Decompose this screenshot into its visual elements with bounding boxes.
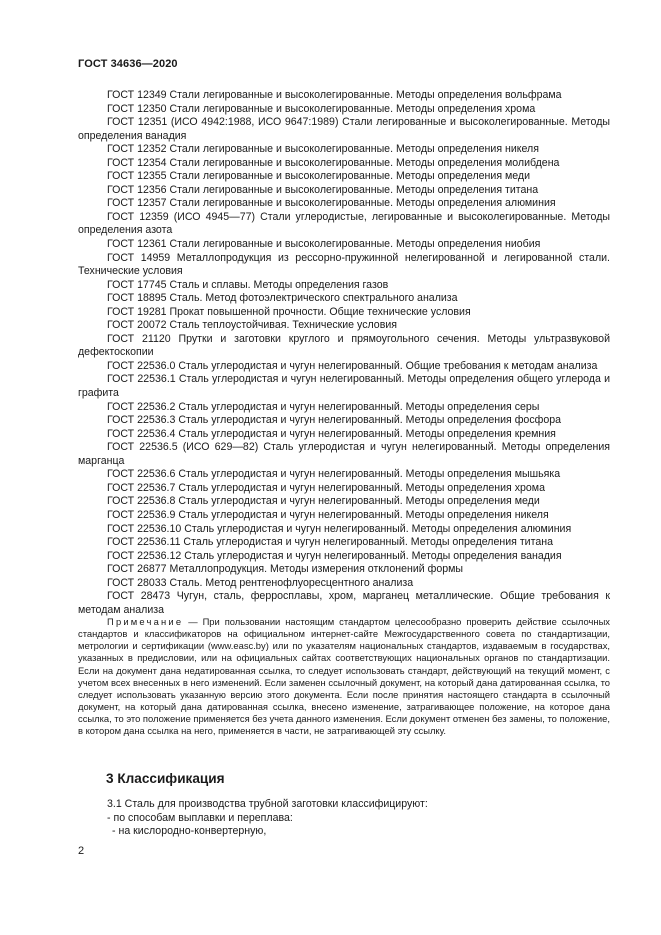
reference-item: ГОСТ 12359 (ИСО 4945—77) Стали углеродистые, легированные и высоколегированные. Методы определения азота <box>78 210 610 237</box>
section-heading: 3 Классификация <box>106 771 225 786</box>
reference-item: ГОСТ 22536.5 (ИСО 629—82) Сталь углеродистая и чугун нелегированный. Методы определения марганца <box>78 441 610 467</box>
reference-item: ГОСТ 20072 Сталь теплоустойчивая. Технические условия <box>107 319 397 332</box>
note-paragraph <box>78 616 610 738</box>
reference-item: ГОСТ 12351 (ИСО 4942:1988, ИСО 9647:1989) Стали легированные и высоколегированные. Методы определения ванадия <box>78 116 610 142</box>
reference-item: ГОСТ 22536.4 Сталь углеродистая и чугун нелегированный. Методы определения кремния <box>107 427 556 440</box>
reference-item: ГОСТ 22536.11 Сталь углеродистая и чугун нелегированный. Методы определения титана <box>107 536 553 549</box>
note-text: — При пользовании настоящим стандартом целесообразно проверить действие ссылочных стандартов и классификаторов на официальном интернет-сайте Межгосударственного совета по стандартизации, метрологии и сертификации (www.easc.by) или по указателям национальных стандартов, издаваемым в государствах, указанных в предисловии, или на официальных сайтах соответствующих национальных органов по стандартизации. Если на документ дана недатированная ссылка, то следует использовать стандарт, действующий на текущий момент, с учетом всех внесенных в него изменений. Если заменен ссылочный документ, на который дана датированная ссылка, то следует использовать указанную версию этого документа. Если после принятия настоящего стандарта в ссылочный документ, на который дана датированная ссылка, внесено изменение, затрагивающее положение, на которое дана ссылка, то это положение применяется без учета данного изменения. Если документ отменен без замены, то положение, в котором дана ссылка на него, применяется в части, не затрагивающей эту ссылку. <box>78 616 610 737</box>
list-item: - на кислородно-конвертерную, <box>112 825 267 838</box>
reference-item: ГОСТ 14959 Металлопродукция из рессорно-пружинной нелегированной и легированной стали. Технические условия <box>78 251 610 278</box>
reference-item: ГОСТ 12352 Стали легированные и высоколегированные. Методы определения никеля <box>107 143 539 156</box>
document-header: ГОСТ 34636—2020 <box>78 58 178 70</box>
reference-item: ГОСТ 19281 Прокат повышенной прочности. Общие технические условия <box>107 305 471 318</box>
list-item: - по способам выплавки и переплава: <box>107 811 293 824</box>
reference-item: ГОСТ 22536.2 Сталь углеродистая и чугун нелегированный. Методы определения серы <box>107 400 540 413</box>
reference-item: ГОСТ 26877 Металлопродукция. Методы измерения отклонений формы <box>107 563 464 576</box>
page-number: 2 <box>78 845 85 857</box>
reference-item: ГОСТ 22536.6 Сталь углеродистая и чугун нелегированный. Методы определения мышьяка <box>107 468 561 481</box>
reference-item: ГОСТ 22536.10 Сталь углеродистая и чугун нелегированный. Методы определения алюминия <box>107 522 572 535</box>
normative-references-list <box>78 89 610 617</box>
reference-item: ГОСТ 28033 Сталь. Метод рентгенофлуоресцентного анализа <box>107 576 414 589</box>
reference-item: ГОСТ 12349 Стали легированные и высоколегированные. Методы определения вольфрама <box>107 89 562 101</box>
reference-item: ГОСТ 17745 Сталь и сплавы. Методы определения газов <box>107 278 389 291</box>
reference-item: ГОСТ 12350 Стали легированные и высоколегированные. Методы определения хрома <box>107 102 536 115</box>
reference-item: ГОСТ 12357 Стали легированные и высоколегированные. Методы определения алюминия <box>107 197 556 210</box>
reference-item: ГОСТ 22536.3 Сталь углеродистая и чугун нелегированный. Методы определения фосфора <box>107 414 562 427</box>
reference-item: ГОСТ 22536.1 Сталь углеродистая и чугун нелегированный. Методы определения общего углерода и графита <box>78 373 610 400</box>
reference-item: ГОСТ 12361 Стали легированные и высоколегированные. Методы определения ниобия <box>107 238 541 251</box>
reference-item: ГОСТ 21120 Прутки и заготовки круглого и прямоугольного сечения. Методы ультразвуковой дефектоскопии <box>78 332 610 359</box>
note-label: Примечание <box>107 616 184 627</box>
reference-item: ГОСТ 22536.7 Сталь углеродистая и чугун нелегированный. Методы определения хрома <box>107 481 545 494</box>
reference-item: ГОСТ 18895 Сталь. Метод фотоэлектрического спектрального анализа <box>107 292 458 305</box>
reference-item: ГОСТ 12355 Стали легированные и высоколегированные. Методы определения меди <box>107 170 531 183</box>
reference-item: ГОСТ 28473 Чугун, сталь, ферросплавы, хром, марганец металлические. Общие требования к методам анализа <box>78 590 610 616</box>
reference-item: ГОСТ 12356 Стали легированные и высоколегированные. Методы определения титана <box>107 183 539 196</box>
reference-item: ГОСТ 22536.12 Сталь углеродистая и чугун нелегированный. Методы определения ванадия <box>107 549 562 562</box>
reference-item: ГОСТ 22536.0 Сталь углеродистая и чугун нелегированный. Общие требования к методам анализа <box>107 359 598 372</box>
reference-item: ГОСТ 12354 Стали легированные и высоколегированные. Методы определения молибдена <box>107 156 560 169</box>
clause-text: 3.1 Сталь для производства трубной заготовки классифицируют: <box>107 798 428 810</box>
section-body <box>78 798 610 839</box>
reference-item: ГОСТ 22536.9 Сталь углеродистая и чугун нелегированный. Методы определения никеля <box>107 508 549 521</box>
reference-item: ГОСТ 22536.8 Сталь углеродистая и чугун нелегированный. Методы определения меди <box>107 495 540 508</box>
